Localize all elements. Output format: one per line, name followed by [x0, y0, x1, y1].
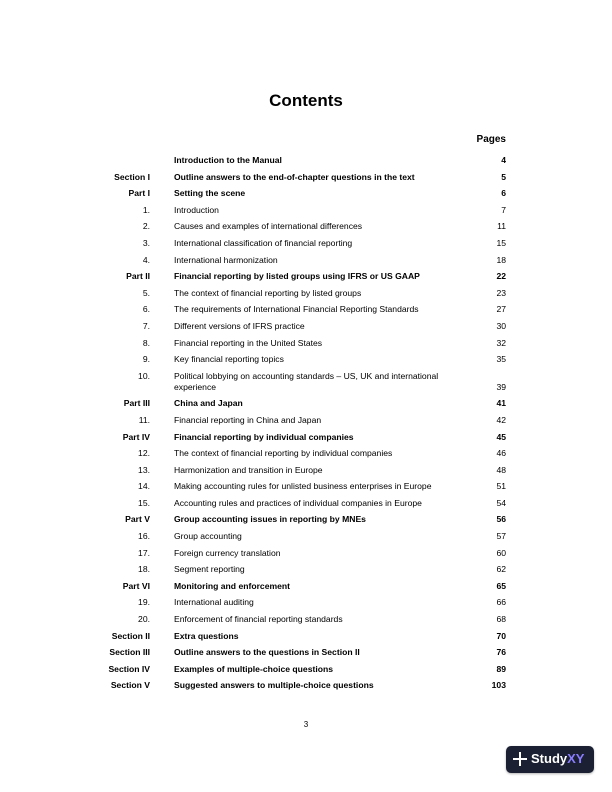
toc-entry [0, 465, 612, 482]
badge-text-accent: XY [567, 751, 585, 766]
toc-entry [0, 432, 612, 449]
toc-entry-title: International classification of financial reporting [174, 237, 353, 248]
toc-entry [0, 288, 612, 305]
toc-entry-page: 62 [496, 564, 506, 575]
toc-entry-page: 11 [497, 221, 506, 232]
toc-entry-page: 89 [496, 663, 506, 674]
toc-entry-title: Making accounting rules for unlisted business enterprises in Europe [174, 481, 432, 492]
toc-entry [0, 531, 612, 548]
toc-entry-page: 39 [496, 381, 506, 392]
toc-entry-title: Political lobbying on accounting standards – US, UK and international experience [174, 370, 439, 392]
toc-entry-label: 14. [138, 481, 150, 492]
toc-entry-label: 8. [142, 337, 150, 348]
toc-entry [0, 188, 612, 205]
toc-entry-title: Setting the scene [174, 188, 246, 199]
toc-entry-page: 48 [496, 464, 506, 475]
toc-entry-label: Part IV [122, 431, 150, 442]
toc-entry-page: 70 [496, 630, 506, 641]
toc-entry [0, 514, 612, 531]
toc-entry-title: Group accounting issues in reporting by MNEs [174, 514, 366, 525]
toc-entry-label: Section II [111, 630, 150, 641]
toc-entry-label: 2. [142, 221, 150, 232]
toc-entry-label: 10. [138, 370, 150, 381]
toc-entry-page: 54 [496, 497, 506, 508]
toc-entry-page: 68 [496, 614, 506, 625]
toc-entry [0, 448, 612, 465]
toc-entry-label: Part VI [122, 580, 150, 591]
toc-entry [0, 597, 612, 614]
toc-entry-label: Section IV [108, 663, 150, 674]
toc-entry-label: 18. [138, 564, 150, 575]
toc-entry-label: Part V [125, 514, 150, 525]
toc-entry-label: 7. [142, 320, 150, 331]
toc-entry-label: Part II [126, 271, 150, 282]
toc-entry-label: 12. [138, 448, 150, 459]
toc-entry-label: 15. [138, 497, 150, 508]
toc-entry [0, 664, 612, 681]
toc-entry [0, 548, 612, 565]
toc-entry-page: 23 [496, 287, 506, 298]
toc-entry-page: 22 [496, 271, 506, 282]
toc-entry-page: 66 [496, 597, 506, 608]
toc-entry-page: 42 [496, 414, 506, 425]
toc-entry-label: 5. [142, 287, 150, 298]
toc-entry-page: 65 [496, 580, 506, 591]
toc-entry-title: Extra questions [174, 630, 239, 641]
toc-entry-label: Part I [128, 188, 150, 199]
toc-entry-page: 103 [491, 680, 506, 691]
table-of-contents [0, 155, 612, 697]
toc-entry-title: Foreign currency translation [174, 547, 281, 558]
toc-entry [0, 321, 612, 338]
toc-entry [0, 631, 612, 648]
toc-entry-title: Financial reporting by individual companies [174, 431, 354, 442]
toc-entry-label: Part III [123, 398, 150, 409]
toc-entry-page: 51 [496, 481, 506, 492]
toc-entry-page: 6 [501, 188, 506, 199]
toc-entry-page: 45 [496, 431, 506, 442]
toc-entry [0, 614, 612, 631]
toc-entry-title: Introduction to the Manual [174, 155, 282, 165]
toc-entry-label: 17. [138, 547, 150, 558]
toc-entry-page: 60 [496, 547, 506, 558]
toc-entry-page: 32 [496, 337, 506, 348]
toc-entry [0, 255, 612, 272]
toc-entry-label: 6. [142, 304, 150, 315]
toc-entry-label: 19. [138, 597, 150, 608]
toc-entry-label: 11. [138, 414, 150, 425]
toc-entry [0, 398, 612, 415]
toc-entry-title: The requirements of International Financial Reporting Standards [174, 304, 419, 315]
toc-entry-title: Harmonization and transition in Europe [174, 464, 323, 475]
pages-column-header: Pages [476, 134, 506, 145]
toc-entry-page: 30 [496, 320, 506, 331]
toc-entry [0, 238, 612, 255]
toc-entry-title: Accounting rules and practices of individual companies in Europe [174, 497, 422, 508]
page-title: Contents [269, 91, 343, 110]
toc-entry-title: The context of financial reporting by individual companies [174, 448, 393, 459]
toc-entry-page: 4 [501, 155, 506, 165]
toc-entry-page: 18 [496, 254, 506, 265]
toc-entry-title: Different versions of IFRS practice [174, 320, 305, 331]
toc-entry-title: Examples of multiple-choice questions [174, 663, 334, 674]
toc-entry-page: 27 [496, 304, 506, 315]
badge-text-main: Study [531, 751, 568, 766]
plus-icon [513, 752, 527, 766]
toc-entry-page: 56 [496, 514, 506, 525]
toc-entry [0, 371, 612, 399]
toc-entry-title: Causes and examples of international differences [174, 221, 363, 232]
toc-entry-title: Suggested answers to multiple-choice questions [174, 680, 374, 691]
toc-entry [0, 205, 612, 222]
page-number: 3 [303, 720, 309, 729]
toc-entry [0, 680, 612, 697]
toc-entry-title: China and Japan [174, 398, 243, 409]
toc-entry-label: 3. [142, 237, 150, 248]
toc-entry-title: Group accounting [174, 531, 242, 542]
toc-entry [0, 415, 612, 432]
toc-entry-title: Segment reporting [174, 564, 245, 575]
toc-entry-title: The context of financial reporting by listed groups [174, 287, 362, 298]
toc-entry-title: Introduction [174, 204, 219, 215]
toc-entry [0, 172, 612, 189]
toc-entry-page: 15 [496, 237, 506, 248]
toc-entry-page: 46 [496, 448, 506, 459]
toc-entry-page: 57 [496, 531, 506, 542]
toc-entry-label: 16. [138, 531, 150, 542]
toc-entry [0, 647, 612, 664]
toc-entry-label: 20. [138, 614, 150, 625]
toc-entry [0, 304, 612, 321]
toc-entry-title: Financial reporting by listed groups using IFRS or US GAAP [174, 271, 420, 282]
toc-entry-label: 9. [142, 354, 150, 365]
toc-entry-title: Outline answers to the questions in Section II [174, 647, 360, 658]
toc-entry-title: Financial reporting in China and Japan [174, 414, 322, 425]
toc-entry-page: 5 [501, 171, 506, 182]
toc-entry-label: Section III [109, 647, 150, 658]
toc-entry-title: Enforcement of financial reporting standards [174, 614, 343, 625]
toc-entry-label: Section I [114, 171, 150, 182]
toc-entry [0, 221, 612, 238]
toc-entry-page: 41 [496, 398, 506, 409]
toc-entry [0, 354, 612, 371]
toc-entry-title: Outline answers to the end-of-chapter questions in the text [174, 171, 415, 182]
toc-entry [0, 155, 612, 172]
studyxy-badge[interactable] [506, 746, 594, 773]
toc-entry-title: International harmonization [174, 254, 278, 265]
toc-entry-page: 35 [496, 354, 506, 365]
toc-entry-title: Financial reporting in the United States [174, 337, 323, 348]
toc-entry-title: International auditing [174, 597, 254, 608]
toc-entry [0, 498, 612, 515]
toc-entry-title: Monitoring and enforcement [174, 580, 291, 591]
toc-entry-page: 76 [496, 647, 506, 658]
toc-entry [0, 271, 612, 288]
toc-entry-label: 4. [142, 254, 150, 265]
toc-entry-page: 7 [501, 204, 506, 215]
toc-entry-label: 1. [142, 204, 150, 215]
toc-entry-title: Key financial reporting topics [174, 354, 284, 365]
toc-entry-label: 13. [138, 464, 150, 475]
toc-entry-label: Section V [110, 680, 150, 691]
badge-text [531, 751, 584, 766]
toc-entry [0, 581, 612, 598]
toc-entry [0, 338, 612, 355]
toc-entry [0, 481, 612, 498]
toc-entry [0, 564, 612, 581]
